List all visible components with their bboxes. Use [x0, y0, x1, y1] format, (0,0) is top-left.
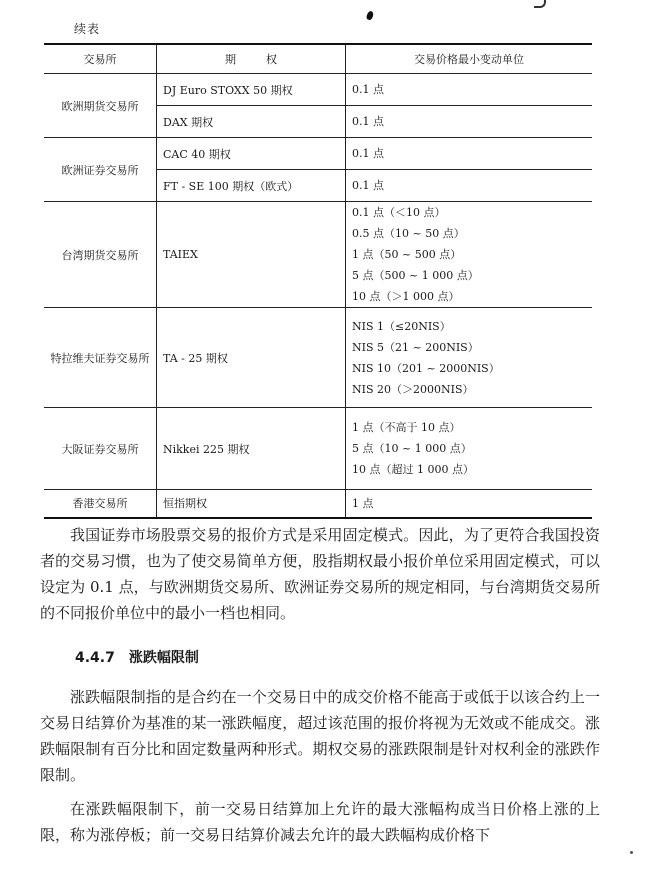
table-row [44, 408, 592, 490]
option-cell: DAX 期权 [157, 106, 346, 138]
tick-value: NIS 20（＞2000NIS） [352, 382, 474, 396]
body-paragraph: 我国证券市场股票交易的报价方式是采用固定模式。因此，为了更符合我国投资者的交易习惯，也为了使交易简单方便，股指期权最小报价单位采用固定模式，可以设定为 0.1 点，与欧洲期货交易所、欧洲证券交易所的规定相同，与台湾期货交易所的不同报价单位中的最小一档也相同。 [40, 526, 600, 622]
corner-mark [534, 0, 546, 8]
table-row [44, 308, 592, 408]
tick-cell [346, 490, 593, 518]
tick-cell [346, 202, 593, 308]
option-cell: TAIEX [157, 202, 346, 308]
header-tick-size: 交易价格最小变动单位 [346, 44, 593, 74]
tick-value: 0.1 点 [352, 115, 384, 128]
tick-size-table [44, 43, 592, 519]
body-paragraph: 在涨跌幅限制下，前一交易日结算加上允许的最大涨幅构成当日价格上涨的上限，称为涨停板；前一交易日结算价减去允许的最大跌幅构成价格下 [40, 800, 600, 844]
tick-value: 5 点（10 ~ 1 000 点） [352, 442, 472, 455]
tick-value: NIS 1（≤20NIS） [352, 319, 451, 333]
option-cell: Nikkei 225 期权 [157, 408, 346, 490]
tick-value: 0.5 点（10 ~ 50 点） [352, 227, 465, 240]
header-exchange: 交易所 [44, 44, 157, 74]
exchange-cell: 欧洲证券交易所 [44, 138, 157, 202]
tick-value: 0.1 点 [352, 83, 384, 96]
section-title: 涨跌幅限制 [128, 650, 199, 666]
table-row [44, 138, 592, 170]
ink-mark [366, 10, 375, 21]
tick-cell [346, 138, 593, 170]
tick-value: NIS 10（201 ~ 2000NIS） [352, 361, 500, 375]
table-header-row [44, 44, 592, 74]
table-continued-caption: 续表 [74, 22, 101, 36]
table-row [44, 490, 592, 518]
tick-value: 1 点（不高于 10 点） [352, 421, 461, 434]
tick-value: 0.1 点 [352, 179, 384, 192]
table-row [44, 74, 592, 106]
tick-cell [346, 308, 593, 408]
section-heading [75, 647, 199, 667]
tick-value: 10 点（超过 1 000 点） [352, 463, 474, 476]
body-paragraph: 涨跌幅限制指的是合约在一个交易日中的成交价格不能高于或低于以该合约上一交易日结算价为基准的某一涨跌幅度，超过该范围的报价将视为无效或不能成交。涨跌幅限制有百分比和固定数量两种形式。期权交易的涨跌限制是针对权利金的涨跌作限制。 [40, 688, 600, 784]
tick-value: 0.1 点（＜10 点） [352, 206, 446, 219]
option-cell: 恒指期权 [157, 490, 346, 518]
tick-cell [346, 106, 593, 138]
option-cell: CAC 40 期权 [157, 138, 346, 170]
tick-value: 10 点（＞1 000 点） [352, 290, 460, 303]
exchange-cell: 香港交易所 [44, 490, 157, 518]
margin-mark [630, 851, 633, 854]
exchange-cell: 大阪证券交易所 [44, 408, 157, 490]
exchange-cell: 欧洲期货交易所 [44, 74, 157, 138]
tick-cell [346, 170, 593, 202]
exchange-cell: 特拉维夫证券交易所 [44, 308, 157, 408]
tick-value: NIS 5（21 ~ 200NIS） [352, 340, 479, 354]
tick-value: 1 点 [352, 496, 374, 510]
tick-value: 5 点（500 ~ 1 000 点） [352, 269, 479, 282]
exchange-cell: 台湾期货交易所 [44, 202, 157, 308]
option-cell: DJ Euro STOXX 50 期权 [157, 74, 346, 106]
option-cell: TA - 25 期权 [157, 308, 346, 408]
tick-cell [346, 74, 593, 106]
tick-value: 0.1 点 [352, 147, 384, 160]
header-option: 期权 [157, 44, 346, 74]
tick-value: 1 点（50 ~ 500 点） [352, 248, 462, 261]
option-cell: FT - SE 100 期权（欧式） [157, 170, 346, 202]
table-row [44, 202, 592, 308]
section-number: 4.4.7 [75, 650, 115, 666]
tick-cell [346, 408, 593, 490]
